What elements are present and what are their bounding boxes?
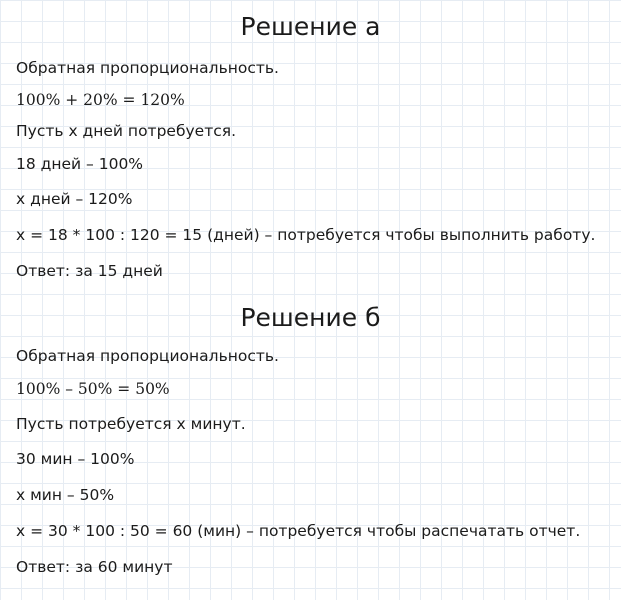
- solution-b-line-5: x мин – 50%: [16, 486, 115, 504]
- solution-b-line-1: Обратная пропорциональность.: [16, 347, 279, 365]
- solution-b-line-4: 30 мин – 100%: [16, 450, 135, 468]
- solution-a-line-6: x = 18 * 100 : 120 = 15 (дней) – потребуется чтобы выполнить работу.: [16, 226, 596, 244]
- solution-b-line-6: x = 30 * 100 : 50 = 60 (мин) – потребуется чтобы распечатать отчет.: [16, 522, 581, 540]
- solution-a-heading: Решение а: [240, 12, 381, 41]
- solution-b-answer: Ответ: за 60 минут: [16, 558, 173, 576]
- solution-b-line-3: Пусть потребуется x минут.: [16, 415, 246, 433]
- solution-a-line-5: x дней – 120%: [16, 190, 133, 208]
- solution-a-line-1: Обратная пропорциональность.: [16, 59, 279, 77]
- solution-a-line-3: Пусть x дней потребуется.: [16, 122, 237, 140]
- solution-a-line-2: 100% + 20% = 120%: [16, 91, 185, 109]
- solution-a-answer: Ответ: за 15 дней: [16, 262, 163, 280]
- solution-a-line-4: 18 дней – 100%: [16, 155, 144, 173]
- solution-b-heading: Решение б: [240, 303, 381, 332]
- solution-b-line-2: 100% – 50% = 50%: [16, 380, 170, 398]
